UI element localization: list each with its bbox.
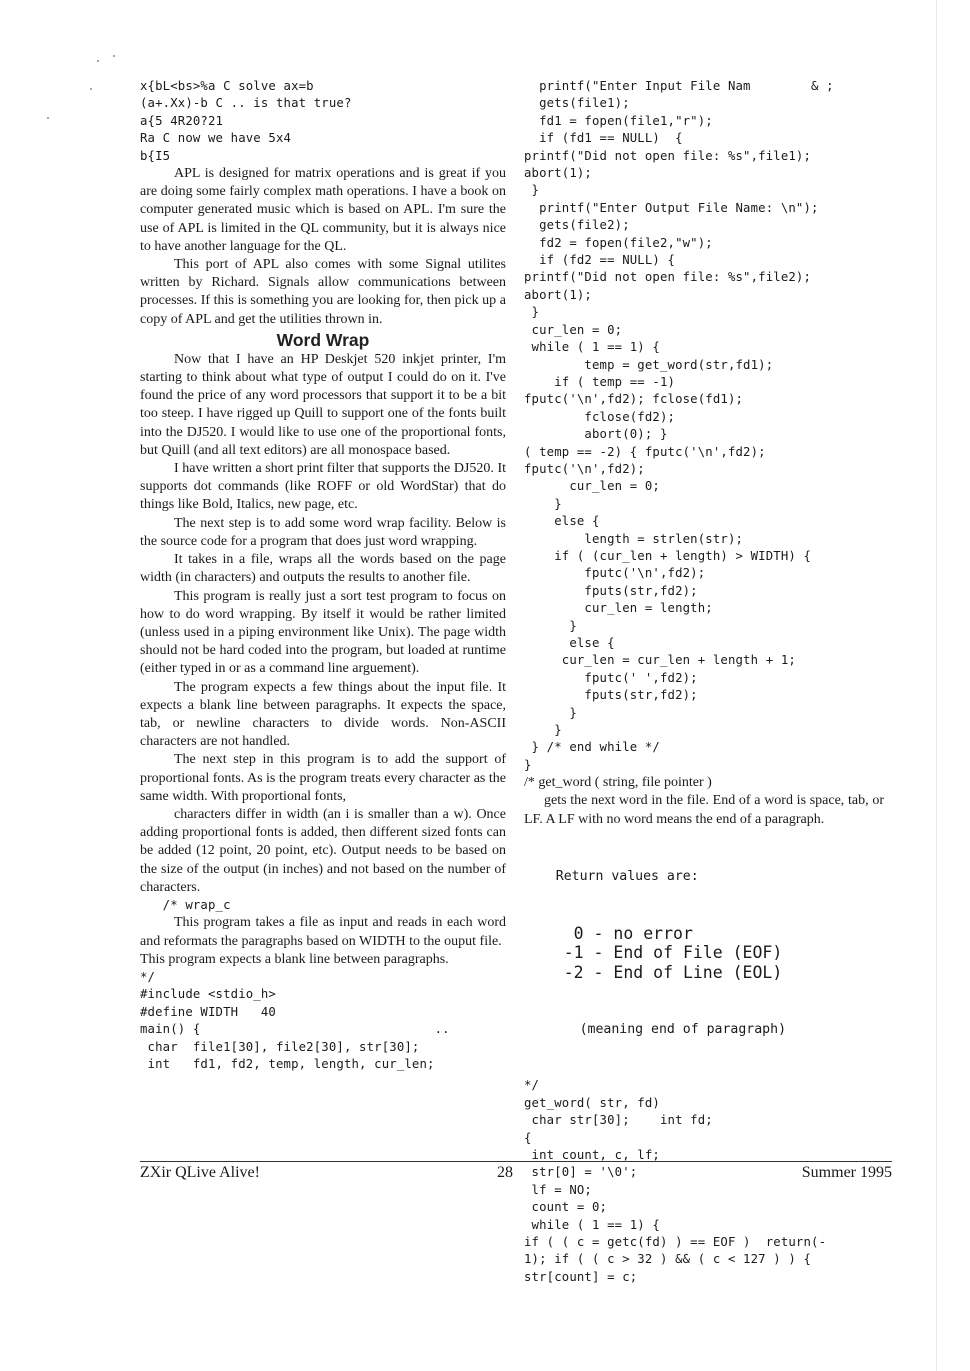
- footer-publication: ZXir QLive Alive!: [140, 1164, 260, 1181]
- scan-speck: [90, 88, 92, 90]
- paragraph-apl-signals: This port of APL also comes with some Signal utilites written by Richard. Signals allow communications between processes. If this is something you are looking for, then pick up a copy of APL and get the utilities thrown in.: [140, 257, 506, 327]
- footer-issue: Summer 1995: [801, 1164, 892, 1181]
- return-values-block: [524, 829, 884, 1078]
- c-code-main-loop: printf("Enter Input File Nam & ; gets(file1); fd1 = fopen(file1,"r"); if (fd1 == NULL) { printf("Did not open file: %s",file1); abort(1); } printf("Enter Output File Name: \n"); gets(file2); fd2 = fopen(file2,"w"); if (fd2 == NULL) { printf("Did not open file: %s",file2); abort(1); } cur_len = 0; while ( 1 == 1) { temp = get_word(str,fd1); if ( temp == -1) fputc('\n',fd2); fclose(fd1); fclose(fd2); abort(0); } ( temp == -2) { fputc('\n',fd2); fputc('\n',fd2); cur_len = 0; } else { length = strlen(str); if ( (cur_len + length) > WIDTH) { fputc('\n',fd2); fputs(str,fd2); cur_len = length; } else { cur_len = cur_len + length + 1; fputc(' ',fd2); fputs(str,fd2); } } } /* end while */ }: [524, 79, 834, 772]
- paragraph-deskjet: Now that I have an HP Deskjet 520 inkjet printer, I'm starting to think about what type of output I could do on it. I've found the price of any word processors that support it to be a bit too steep. I have rigged up Quill to support one of the fonts built into the DJ520. I would like to use one of the proportional fonts, but Quill (and all text editors) are all monospace based.: [140, 351, 506, 458]
- return-values-list: 0 - no error -1 - End of File (EOF) -2 - End of Line (EOL): [563, 923, 783, 982]
- c-code-main: */ #include <stdio_h> #define WIDTH 40 main() { .. char file1[30], file2[30], str[30]; int fd1, fd2, temp, length, cur_len;: [140, 969, 450, 1071]
- footer-page-number: 28: [497, 1164, 513, 1181]
- paragraph-program-description: This program takes a file as input and reads in each word and reformats the paragraphs based on WIDTH to the ouput file.: [140, 915, 506, 949]
- paragraph-print-filter: I have written a short print filter that supports the DJ520. It supports dot commands (like ROFF or old WordStar) that do things like Bold, Italics, new page, etc.: [140, 461, 506, 513]
- get-word-description: gets the next word in the file. End of a word is space, tab, or LF. A LF with no word means the end of a paragraph.: [524, 793, 884, 827]
- return-values-label: Return values are:: [524, 868, 699, 884]
- paragraph-character-widths: characters differ in width (an i is smaller than a w). Once adding proportional fonts is added, then different sized fonts can be added (12 point, 20 point, etc). Output needs to be based on the size of the output (in inches) and not based on the number of characters.: [140, 806, 506, 895]
- paragraph-blank-line-note: This program expects a blank line between paragraphs.: [140, 951, 449, 967]
- apl-code-snippet: x{bL<bs>%a C solve ax=b (a+.Xx)-b C .. is that true? a{5 4R20?21 Ra C now we have 5x4 b{I5: [140, 79, 352, 163]
- scan-speck: [47, 117, 49, 119]
- scan-speck: [97, 60, 99, 62]
- left-column: [140, 78, 506, 1073]
- c-code-get-word: */ get_word( str, fd) char str[30]; int fd; { int count, c, lf; str[0] = '\0'; lf = NO; count = 0; while ( 1 == 1) { if ( ( c = getc(fd) ) == EOF ) return(- 1); if ( ( c > 32 ) && ( c < 127 ) ) { str[count] = c;: [524, 1078, 827, 1284]
- scan-edge: [936, 0, 937, 1371]
- comment-open: /* wrap_c: [140, 897, 231, 912]
- section-heading-word-wrap: Word Wrap: [276, 329, 370, 350]
- paragraph-test-program: This program is really just a sort test program to focus on how to do word wrapping. By itself it would be rather limited (unless used in a piping environment like Unix). The page width should not be hard coded into the program, but loaded at runtime (either typed in or as a command line arguement).: [140, 588, 506, 677]
- paragraph-next-step: The next step is to add some word wrap facility. Below is the source code for a program that does just word wrapping.: [140, 515, 506, 549]
- right-column: [524, 78, 884, 1286]
- get-word-comment-head: /* get_word ( string, file pointer ): [524, 775, 712, 791]
- paragraph-apl-matrix: APL is designed for matrix operations and is great if you are doing some fairly complex math operations. I have a book on computer generated music which is based on APL. I'm sure the use of APL is limited in the QL community, but it is always nice to have another language for the QL.: [140, 166, 506, 254]
- return-values-note: (meaning end of paragraph): [524, 1022, 787, 1038]
- scan-speck: [113, 55, 115, 57]
- paragraph-input-expectations: The program expects a few things about the input file. It expects a blank line between paragraphs. It expects the space, tab, or newline characters to divide words. Non-ASCII characters are not handled.: [140, 679, 506, 750]
- page-footer: [140, 1161, 892, 1181]
- paragraph-proportional-fonts: The next step in this program is to add the support of proportional fonts. As is the program treats every character as the same width. With proportional fonts,: [140, 752, 506, 804]
- paragraph-takes-file: It takes in a file, wraps all the words based on the page width (in characters) and outputs the results to another file.: [140, 552, 506, 586]
